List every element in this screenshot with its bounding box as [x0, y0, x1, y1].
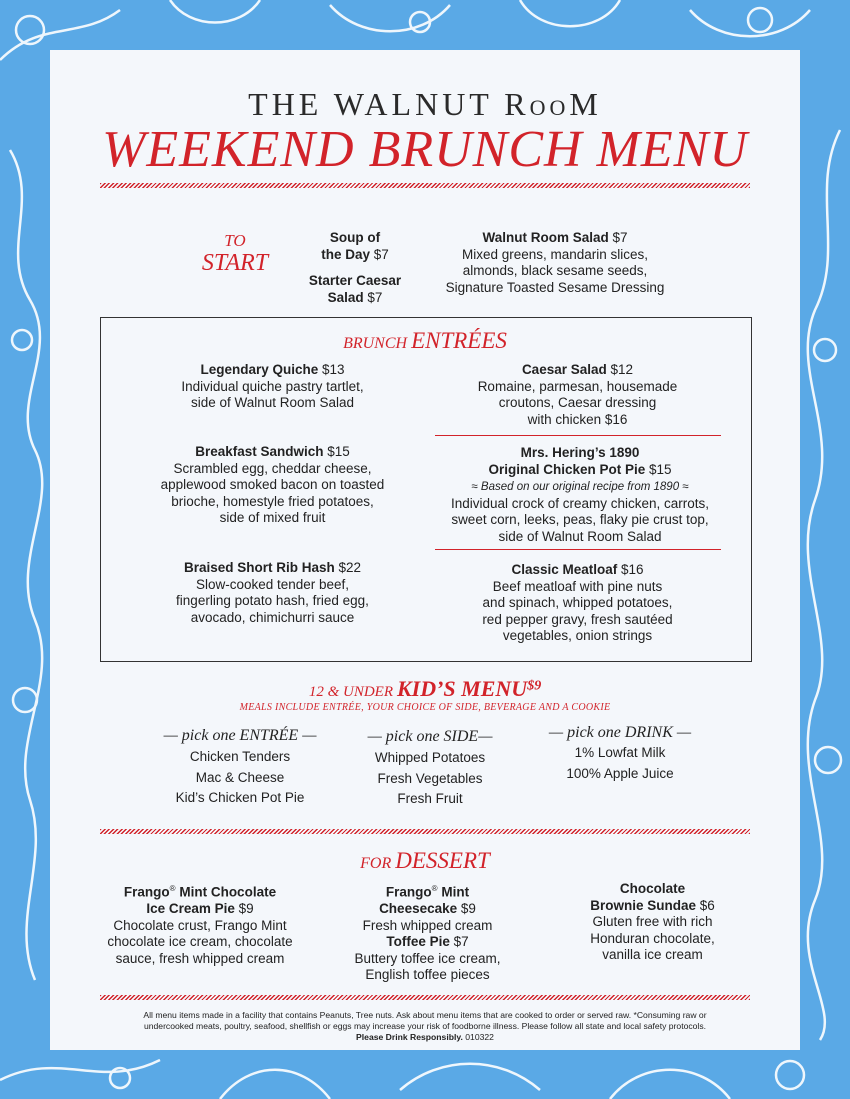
menu-item-meatloaf: Classic Meatloaf $16 Beef meatloaf with pine nuts and spinach, whipped potatoes, red pepper gravy, fresh sautéed vegetables, onion strings: [482, 562, 673, 643]
list-item: 100% Apple Juice: [566, 765, 674, 781]
entree-divider-1: [435, 435, 721, 436]
dessert-heading: FOR DESSERT: [360, 848, 490, 873]
menu-item-walnut-salad: Walnut Room Salad $7 Mixed greens, mandarin slices, almonds, black sesame seeds, Signature Toasted Sesame Dressing: [445, 230, 665, 295]
page-title: WEEKEND BRUNCH MENU: [102, 121, 748, 178]
menu-item-chicken-pot-pie: Mrs. Hering’s 1890 Original Chicken Pot Pie $15 ≈ Based on our original recipe from 1890 ≈ Individual crock of creamy chicken, carrots, sweet corn, leeks, peas, flaky pie crust top, side of Walnut Room Salad: [450, 445, 710, 544]
footer-disclaimer: All menu items made in a facility that contains Peanuts, Tree nuts. Ask about menu items that are cooked to order or served raw. *Consuming raw or undercooked meats, poultry, seafood, shellfish or eggs may increase your risk of foodborne illness. Please follow all state and local safety protocols. Please Drink Responsibly. 010322: [143, 1010, 707, 1042]
kids-menu-subtitle: MEALS INCLUDE ENTRÉE, YOUR CHOICE OF SIDE, BEVERAGE AND A COOKIE: [239, 702, 611, 713]
menu-item-caesar-salad: Caesar Salad $12 Romaine, parmesan, housemade croutons, Caesar dressing with chicken $16: [477, 362, 678, 427]
list-item: Fresh Fruit: [397, 791, 463, 806]
dessert-item-brownie-sundae: Chocolate Brownie Sundae $6 Gluten free with rich Honduran chocolate, vanilla ice cream: [590, 881, 715, 962]
kids-side-heading: — pick one SIDE—: [367, 728, 493, 745]
menu-item-quiche: Legendary Quiche $13 Individual quiche pastry tartlet, side of Walnut Room Salad: [181, 362, 364, 410]
to-start-heading: TO START: [201, 231, 269, 276]
list-item: Chicken Tenders: [189, 749, 291, 764]
menu-item-short-rib-hash: Braised Short Rib Hash $22 Slow-cooked tender beef, fingerling potato hash, fried egg, avocado, chimichurri sauce: [176, 560, 369, 625]
entree-divider-2: [435, 549, 721, 550]
kids-entree-list: [150, 747, 330, 809]
entrees-heading: BRUNCH ENTRÉES: [343, 328, 507, 353]
brand-name: THE WALNUT ROOM: [248, 86, 602, 122]
kids-entree-heading: — pick one ENTRÉE —: [163, 727, 317, 744]
divider-bottom: [100, 995, 750, 1000]
dessert-item-toffee-pie: Toffee Pie $7 Buttery toffee ice cream, English toffee pieces: [354, 934, 501, 982]
kids-drink-heading: — pick one DRINK —: [548, 724, 692, 741]
divider-middle: [100, 829, 750, 834]
dessert-item-frango-pie: Frango® Mint Chocolate Ice Cream Pie $9 Chocolate crust, Frango Mint chocolate ice cream, chocolate sauce, fresh whipped cream: [107, 884, 293, 966]
list-item: Kid’s Chicken Pot Pie: [175, 790, 305, 805]
kids-drink-list: [530, 743, 710, 784]
divider-top: [100, 183, 750, 188]
kids-menu-heading: 12 & UNDER KID’S $MENU^{\$9}$: [308, 676, 542, 701]
menu-item-starter-caesar: Starter Caesar Salad $7: [308, 273, 402, 305]
list-item: Whipped Potatoes: [374, 750, 486, 765]
kids-side-list: [350, 748, 510, 810]
menu-item-soup: Soup of the Day $7: [321, 230, 389, 262]
list-item: Fresh Vegetables: [377, 770, 483, 786]
dessert-item-frango-cheesecake: Frango® Mint Cheesecake $9 Fresh whipped cream: [362, 884, 493, 933]
list-item: Mac & Cheese: [195, 769, 285, 785]
menu-item-breakfast-sandwich: Breakfast Sandwich $15 Scrambled egg, cheddar cheese, applewood smoked bacon on toasted brioche, homestyle fried potatoes, side of mixed fruit: [160, 444, 385, 525]
list-item: 1% Lowfat Milk: [574, 745, 666, 760]
